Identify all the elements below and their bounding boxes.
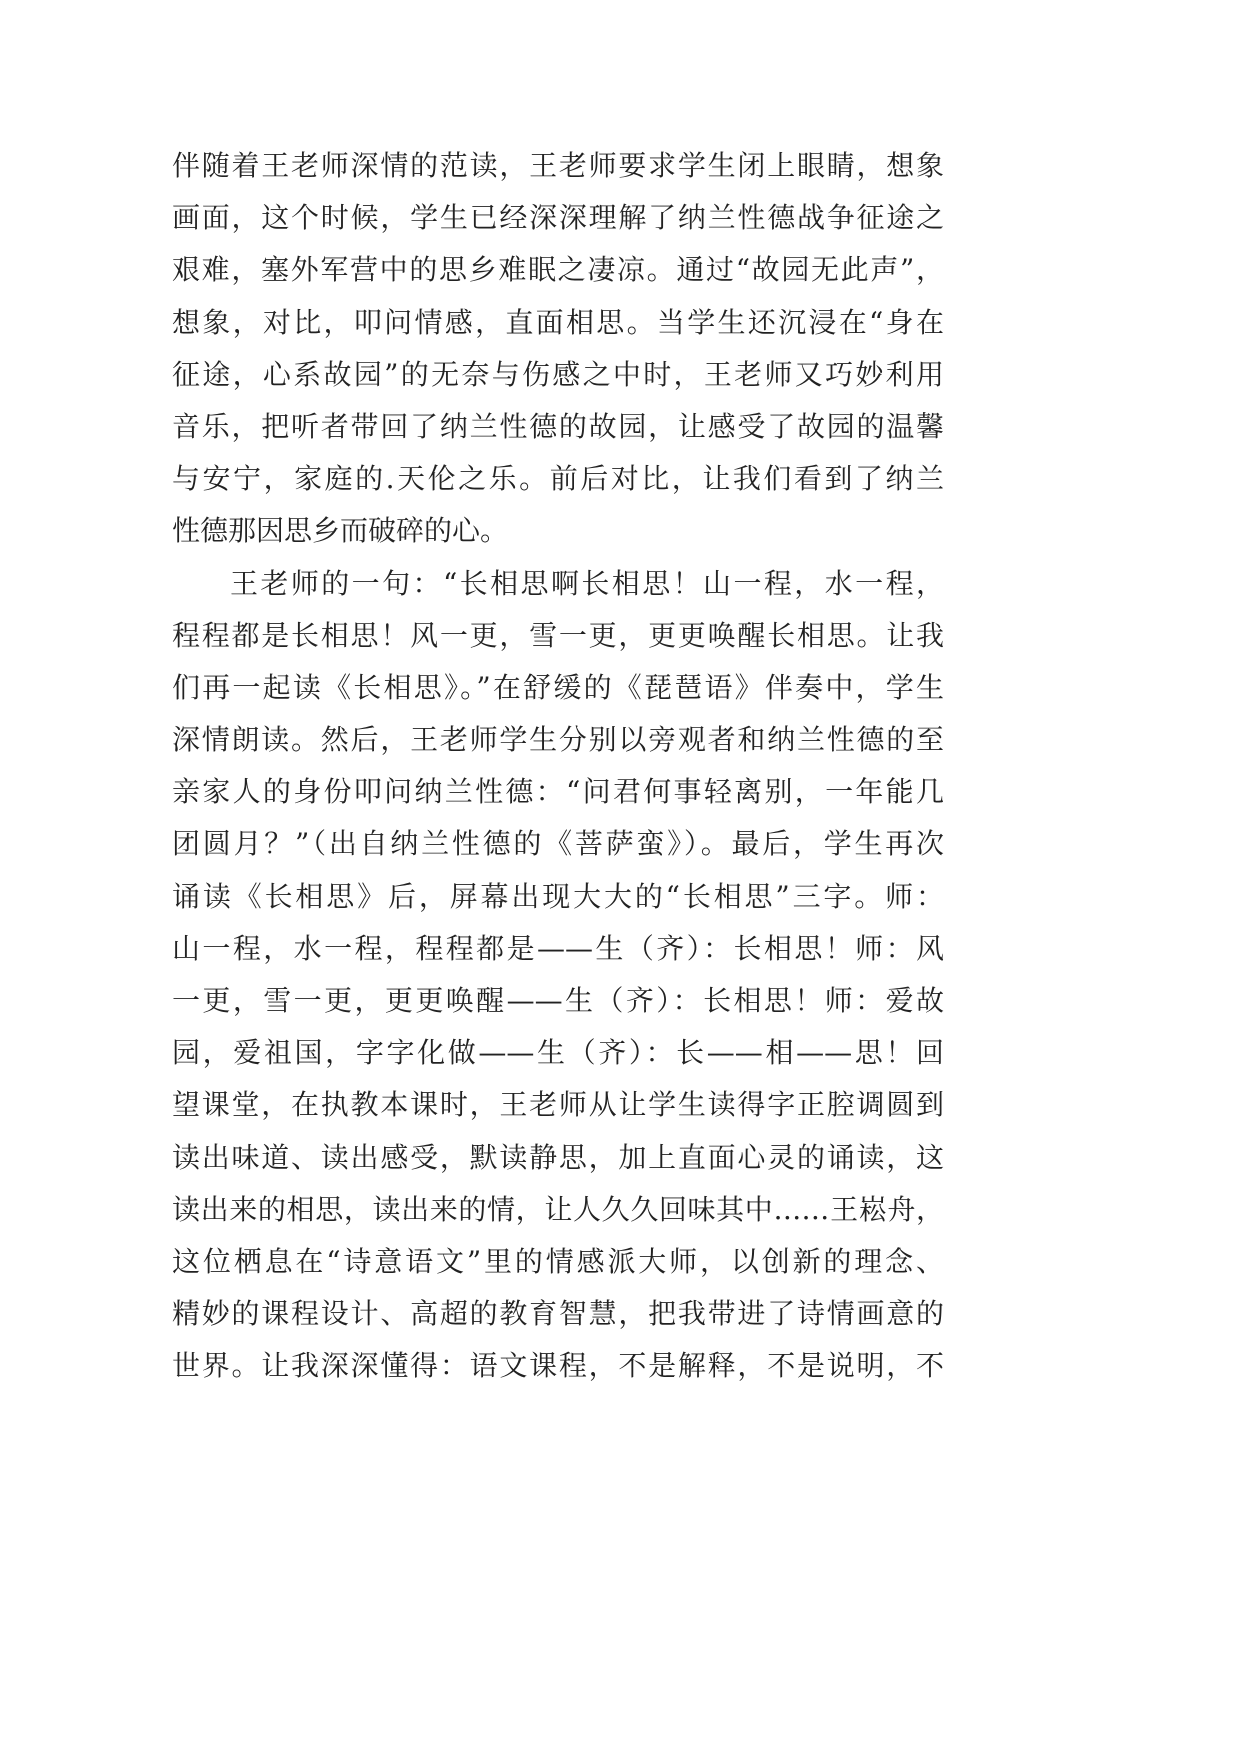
text-line: 深情朗读。然后，王老师学生分别以旁观者和纳兰性德的至 (172, 723, 944, 757)
text-line: 程程都是长相思！风一更，雪一更，更更唤醒长相思。让我 (172, 618, 944, 652)
text-line: 画面，这个时候，学生已经深深理解了纳兰性德战争征途之 (172, 201, 944, 235)
text-line: 山一程，水一程，程程都是——生（齐）：长相思！师：风 (172, 931, 944, 965)
text-line: 读出来的相思，读出来的情，让人久久回味其中……王崧舟， (172, 1192, 944, 1226)
text-line: 音乐，把听者带回了纳兰性德的故园，让感受了故园的温馨 (172, 409, 944, 443)
text-line: 团圆月？”（出自纳兰性德的《菩萨蛮》）。最后，学生再次 (172, 827, 944, 861)
text-line: 诵读《长相思》后，屏幕出现大大的“长相思”三字。师： (172, 879, 944, 913)
text-line: 想象，对比，叩问情感，直面相思。当学生还沉浸在“身在 (172, 305, 944, 339)
text-line: 与安宁，家庭的.天伦之乐。前后对比，让我们看到了纳兰 (172, 462, 944, 496)
paragraph-2 (172, 558, 944, 1393)
text-line: 读出味道、读出感受，默读静思，加上直面心灵的诵读，这 (172, 1140, 944, 1174)
paragraph-1 (172, 140, 944, 558)
text-line: 精妙的课程设计、高超的教育智慧，把我带进了诗情画意的 (172, 1297, 944, 1331)
text-line: 性德那因思乡而破碎的心。 (172, 514, 509, 548)
text-line: 们再一起读《长相思》。”在舒缓的《琵琶语》伴奏中，学生 (172, 670, 944, 704)
text-line: 世界。让我深深懂得：语文课程，不是解释，不是说明，不 (172, 1349, 944, 1383)
text-line: 这位栖息在“诗意语文”里的情感派大师，以创新的理念、 (172, 1244, 944, 1278)
text-line: 艰难，塞外军营中的思乡难眠之凄凉。通过“故园无此声”， (172, 253, 944, 287)
text-line: 一更，雪一更，更更唤醒——生（齐）：长相思！师：爱故 (172, 984, 944, 1017)
text-line: 伴随着王老师深情的范读，王老师要求学生闭上眼睛，想象 (172, 149, 944, 182)
text-line: 亲家人的身份叩问纳兰性德：“问君何事轻离别，一年能几 (172, 775, 944, 809)
text-line: 望课堂，在执教本课时，王老师从让学生读得字正腔调圆到 (172, 1088, 944, 1122)
document-body (172, 140, 944, 1393)
text-line: 王老师的一句：“长相思啊长相思！山一程，水一程， (230, 566, 944, 600)
text-line: 征途，心系故园”的无奈与伤感之中时，王老师又巧妙利用 (172, 357, 944, 391)
text-line: 园，爱祖国，字字化做——生（齐）：长——相——思！回 (172, 1036, 944, 1070)
